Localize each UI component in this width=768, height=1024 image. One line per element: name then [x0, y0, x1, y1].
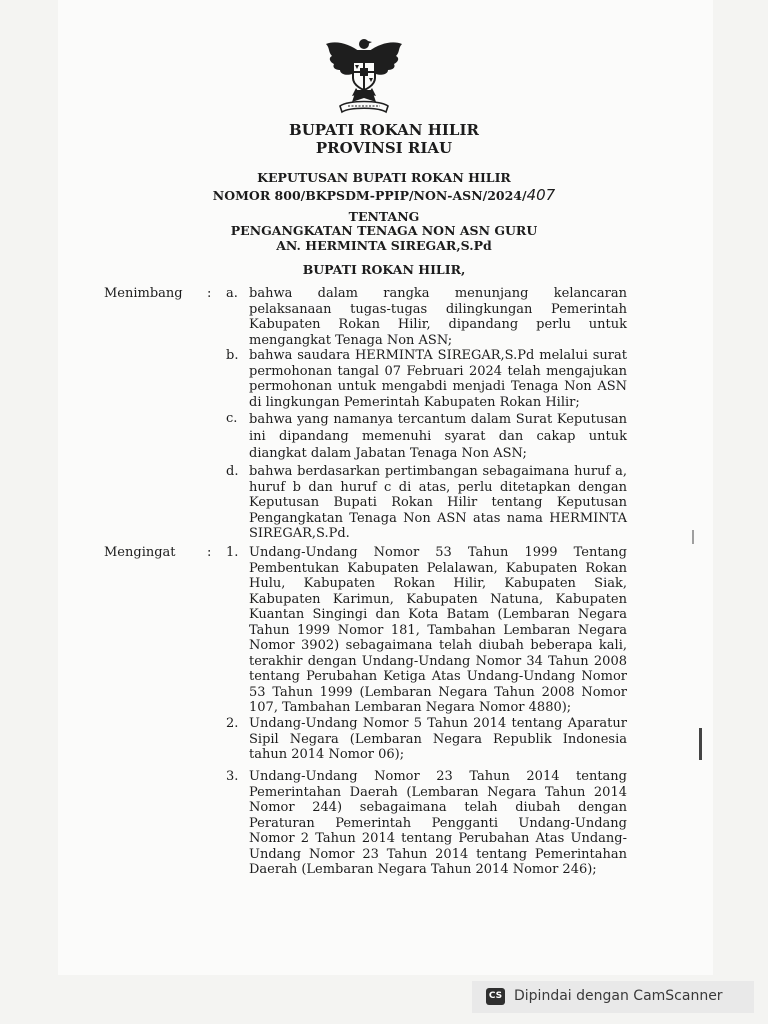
menimbang-marker-a: a. [226, 286, 238, 301]
menimbang-label: Menimbang [104, 286, 183, 301]
mengingat-marker-1: 1. [226, 545, 239, 560]
scan-artifact-mark [692, 530, 694, 544]
decree-number-handwritten: 407 [526, 186, 556, 204]
menimbang-item-d: bahwa berdasarkan pertimbangan sebagaimana huruf a, huruf b dan huruf c di atas, perlu ditetapkan dengan Keputusan Bupati Rokan Hilir tentang Keputusan Pengangkatan Tenaga Non ASN atas nama HERMINTA SIREGAR,S.Pd. [249, 464, 627, 541]
scan-artifact-mark [699, 728, 702, 760]
menimbang-marker-c: c. [226, 411, 238, 426]
menimbang-marker-d: d. [226, 464, 239, 479]
mengingat-item-3: Undang-Undang Nomor 23 Tahun 2014 tentang Pemerintahan Daerah (Lembaran Negara Tahun 2014 Nomor 244) sebagaimana telah diubah dengan Peraturan Pemerintah Pengganti Undang-Undang Nomor 2 Tahun 2014 tentang Perubahan Atas Undang-Undang Nomor 23 Tahun 2014 tentang Pemerintahan Daerah (Lembaran Negara Tahun 2014 Nomor 246); [249, 769, 627, 877]
subject-line-1: PENGANGKATAN TENAGA NON ASN GURU [230, 223, 538, 238]
mengingat-marker-2: 2. [226, 716, 239, 731]
menimbang-marker-b: b. [226, 348, 239, 363]
issuer-heading: BUPATI ROKAN HILIR, [302, 262, 466, 277]
mengingat-item-2: Undang-Undang Nomor 5 Tahun 2014 tentang Aparatur Sipil Negara (Lembaran Negara Republik Indonesia tahun 2014 Nomor 06); [249, 716, 627, 762]
decree-title: KEPUTUSAN BUPATI ROKAN HILIR [257, 170, 511, 185]
regent-title: BUPATI ROKAN HILIR [289, 121, 479, 139]
menimbang-item-b: bahwa saudara HERMINTA SIREGAR,S.Pd melalui surat permohonan tangal 07 Februari 2024 telah mengajukan permohonan untuk mengabdi menjadi Tenaga Non ASN di lingkungan Pemerintah Kabupaten Rokan Hilir; [249, 348, 627, 410]
camscanner-text: Dipindai dengan CamScanner [514, 988, 723, 1004]
decree-number [0, 186, 768, 204]
decree-number-text: NOMOR 800/BKPSDM-PPIP/NON-ASN/2024/ [212, 188, 527, 203]
menimbang-item-a: bahwa dalam rangka menunjang kelancaran pelaksanaan tugas-tugas dilingkungan Pemerintah Kabupaten Rokan Hilir, dipandang perlu untuk mengangkat Tenaga Non ASN; [249, 286, 627, 348]
menimbang-item-c: bahwa yang namanya tercantum dalam Surat Keputusan ini dipandang memenuhi syarat dan cakap untuk diangkat dalam Jabatan Tenaga Non ASN; [249, 412, 627, 461]
mengingat-marker-3: 3. [226, 769, 239, 784]
mengingat-label: Mengingat [104, 545, 176, 560]
province-title: PROVINSI RIAU [315, 139, 453, 157]
garuda-emblem-icon [322, 34, 406, 118]
menimbang-colon: : [207, 286, 212, 301]
mengingat-item-1: Undang-Undang Nomor 53 Tahun 1999 Tentang Pembentukan Kabupaten Pelalawan, Kabupaten Rokan Hulu, Kabupaten Rokan Hilir, Kabupaten Siak, Kabupaten Karimun, Kabupaten Natuna, Kabupaten Kuantan Singingi dan Kota Batam (Lembaran Negara Tahun 1999 Nomor 181, Tambahan Lembaran Negara Nomor 3902) sebagaimana telah diubah beberapa kali, terakhir dengan Undang-Undang Nomor 34 Tahun 2008 tentang Perubahan Ketiga Atas Undang-Undang Nomor 53 Tahun 1999 (Lembaran Negara Tahun 2008 Nomor 107, Tambahan Lembaran Negara Nomor 4880); [249, 545, 627, 715]
camscanner-logo-icon: CS [486, 988, 505, 1005]
about-label: TENTANG [348, 209, 420, 224]
mengingat-colon: : [207, 545, 212, 560]
subject-line-2: AN. HERMINTA SIREGAR,S.Pd [276, 238, 492, 253]
